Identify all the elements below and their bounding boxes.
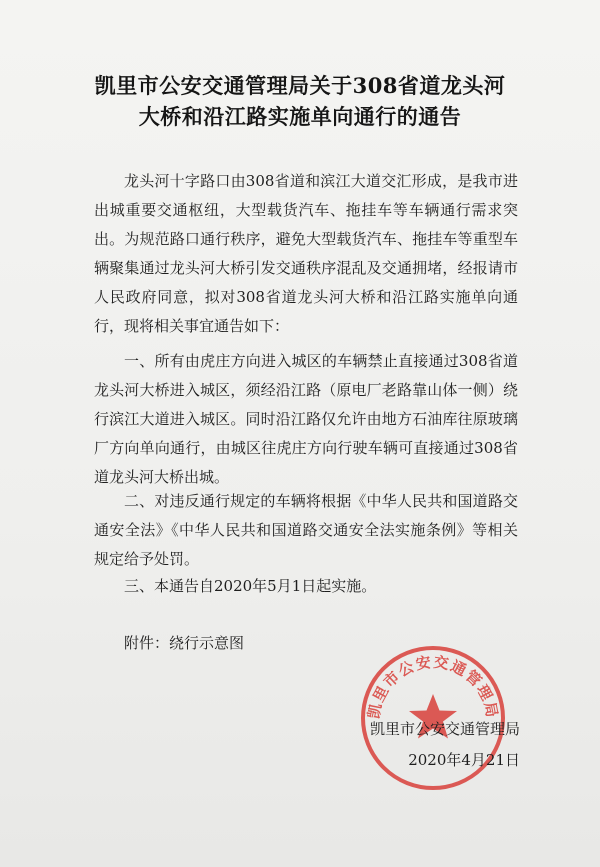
document-title-line-2: 大桥和沿江路实施单向通行的通告: [138, 104, 462, 129]
signature-date: 2020年4月21日: [408, 751, 520, 769]
item-three-block: [94, 572, 518, 601]
signature-organization: 凯里市公安交通管理局: [369, 720, 520, 738]
item-two-block: [94, 487, 518, 574]
item-three-paragraph: 三、本通告自2020年5月1日起实施。: [124, 577, 377, 595]
item-one-paragraph: 一、所有由虎庄方向进入城区的车辆禁止直接通过308省道龙头河大桥进入城区，须经沿江路（原电厂老路靠山体一侧）绕行滨江大道进入城区。同时沿江路仅允许由地方石油库往原玻璃厂方向单向通行，由城区往虎庄方向行驶车辆可直接通过308省道龙头河大桥出城。: [94, 352, 518, 486]
item-two-paragraph: 二、对违反通行规定的车辆将根据《中华人民共和国道路交通安全法》《中华人民共和国道路交通安全法实施条例》等相关规定给予处罚。: [94, 492, 518, 568]
intro-paragraph: 龙头河十字路口由308省道和滨江大道交汇形成，是我市进出城重要交通枢纽，大型载货汽车、拖挂车等车辆通行需求突出。为规范路口通行秩序，避免大型载货汽车、拖挂车等重型车辆聚集通过龙头河大桥引发交通秩序混乱及交通拥堵，经报请市人民政府同意，拟对308省道龙头河大桥和沿江路实施单向通行，现将相关事宜通告如下：: [94, 172, 518, 335]
document-title-line-1: 凯里市公安交通管理局关于308省道龙头河: [94, 73, 506, 98]
intro-paragraph-block: [94, 167, 518, 341]
item-one-block: [94, 347, 518, 492]
seal-arc-text: 凯里市公安交通管理局: [364, 652, 502, 721]
attachment-note: 附件：绕行示意图: [124, 634, 245, 652]
